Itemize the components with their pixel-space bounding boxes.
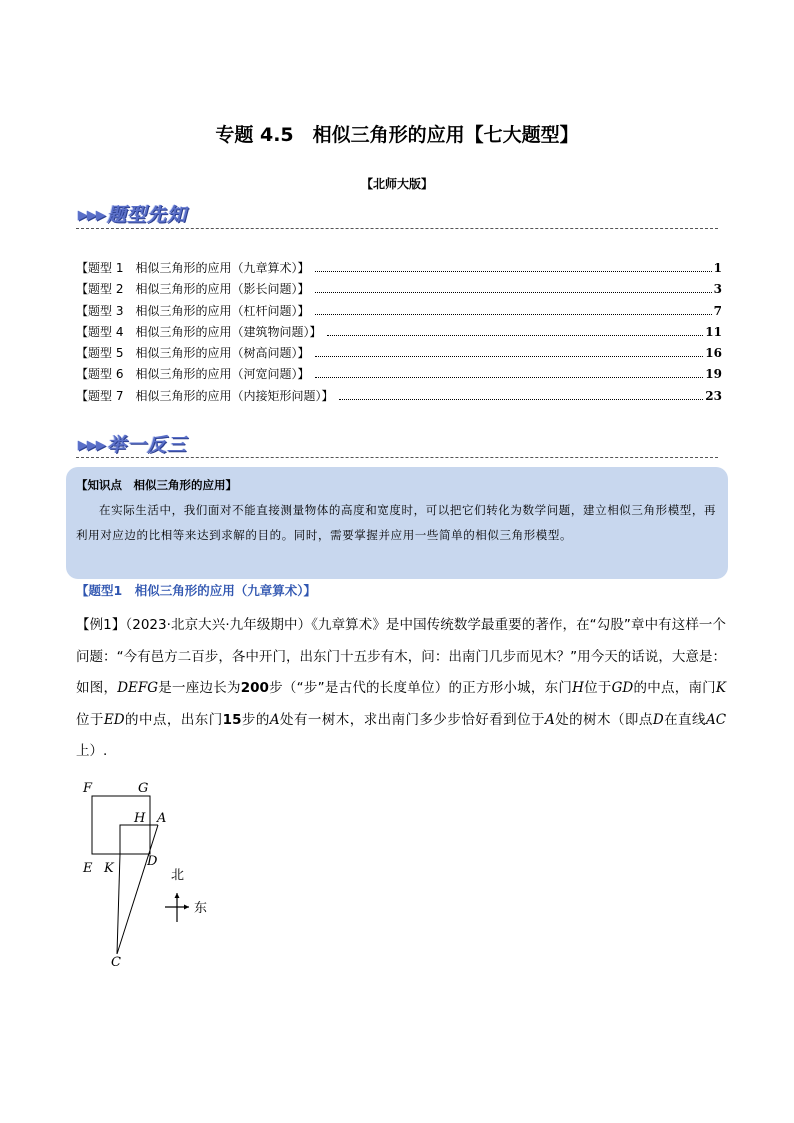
math-var: AC: [705, 711, 727, 728]
toc-item-page: 11: [705, 324, 722, 339]
example-text: 位于: [583, 680, 612, 696]
toc-item-label: 【题型 3 相似三角形的应用（杠杆问题）】: [76, 303, 310, 318]
section-heading: 【题型1 相似三角形的应用（九章算术）】: [76, 583, 316, 598]
math-var: A: [545, 711, 555, 728]
toc-item-label: 【题型 6 相似三角形的应用（河宽问题）】: [76, 367, 310, 382]
toc-leader-dots: [315, 292, 711, 293]
toc-item-page: 7: [713, 303, 722, 318]
math-var: DEFG: [117, 680, 159, 696]
example-text: 的中点，出东门: [124, 711, 223, 728]
knowledge-heading: 【知识点 相似三角形的应用】: [76, 478, 237, 492]
point-label-e: E: [83, 861, 93, 876]
toc-item-page: 23: [705, 388, 722, 403]
toc-item-label: 【题型 1 相似三角形的应用（九章算术）】: [76, 261, 310, 275]
divider: [76, 228, 718, 229]
toc-item[interactable]: [76, 302, 722, 323]
example-text: 的中点，南门: [633, 680, 716, 696]
math-var: A: [269, 711, 280, 728]
edition-label: 【北师大版】: [360, 177, 433, 191]
point-label-d: D: [147, 854, 158, 869]
point-label-a: A: [157, 811, 167, 826]
banner-toc: [78, 200, 187, 227]
point-label-g: G: [138, 781, 149, 796]
example-1: [76, 610, 726, 768]
example-text: 步（“步”是古代的长度单位）的正方形小城，东门: [268, 680, 573, 696]
example-tag: 【例1】: [76, 617, 126, 633]
point-label-k: K: [104, 861, 114, 876]
toc-item[interactable]: [76, 387, 722, 408]
toc-leader-dots: [315, 377, 703, 378]
example-source: （2023·北京大兴·九年级期中）: [125, 617, 312, 633]
toc-item[interactable]: [76, 280, 722, 301]
page-title: 专题 4.5 相似三角形的应用【七大题型】: [215, 124, 579, 146]
banner-toc-label: 题型先知: [107, 204, 188, 226]
example-text: 《九章算术》是中国传统数学最重要的著作，在“勾股”章中有这样一个问题：“今有邑方二百步，各中开门，出东门十五步有木，问：出南门几步而见木？”用今天的话说，大意是：如图，: [76, 617, 726, 696]
banner-practice-label: 举一反三: [107, 434, 188, 456]
compass-icon: [165, 893, 189, 922]
table-of-contents: [76, 259, 722, 408]
toc-item-page: 1: [713, 261, 722, 275]
toc-leader-dots: [327, 335, 703, 336]
toc-item-label: 【题型 2 相似三角形的应用（影长问题）】: [76, 282, 310, 297]
toc-item-page: 19: [705, 367, 722, 382]
point-label-c: C: [111, 955, 121, 970]
example-text: 在直线: [663, 711, 706, 728]
example-text: 步的: [241, 711, 270, 728]
inner-square: [120, 825, 150, 854]
toc-leader-dots: [315, 271, 711, 272]
toc-leader-dots: [315, 356, 703, 357]
arrows-icon: ▶▶▶: [78, 438, 105, 453]
toc-item-label: 【题型 5 相似三角形的应用（树高问题）】: [76, 346, 310, 361]
toc-item-label: 【题型 7 相似三角形的应用（内接矩形问题）】: [76, 388, 334, 403]
toc-item-label: 【题型 4 相似三角形的应用（建筑物问题）】: [76, 324, 322, 339]
example-text: 处的树木（即点: [554, 711, 653, 728]
knowledge-box: [66, 467, 728, 579]
compass-north-label: 北: [171, 868, 185, 883]
math-num: 15: [222, 711, 242, 728]
knowledge-body: 在实际生活中，我们面对不能直接测量物体的高度和宽度时，可以把它们转化为数学问题，建立相似三角形模型，再利用对应边的比相等来达到求解的目的。同时，需要掌握并应用一些简单的相似三角形模型。: [76, 503, 717, 542]
segment-ac: [117, 825, 158, 954]
divider: [76, 457, 718, 458]
segment-kc: [117, 854, 120, 954]
point-label-f: F: [83, 781, 93, 796]
toc-item[interactable]: [76, 365, 722, 386]
math-var: K: [715, 680, 727, 696]
toc-item-page: 3: [713, 282, 722, 297]
toc-item[interactable]: [76, 259, 722, 280]
toc-item[interactable]: [76, 344, 722, 365]
toc-item-page: 16: [705, 346, 722, 361]
banner-practice: [78, 430, 187, 457]
arrows-icon: ▶▶▶: [78, 208, 105, 223]
toc-leader-dots: [315, 314, 711, 315]
example-text: 是一座边长为: [158, 680, 241, 696]
example-text: 处有一树木，求出南门多少步恰好看到位于: [279, 711, 545, 728]
math-var: ED: [103, 711, 125, 728]
toc-leader-dots: [339, 399, 703, 400]
example-text: 上）.: [76, 743, 108, 759]
math-var: D: [652, 711, 664, 728]
math-num: 200: [240, 680, 269, 696]
toc-item[interactable]: [76, 323, 722, 344]
compass-east-label: 东: [194, 901, 208, 916]
math-var: H: [572, 680, 584, 696]
math-var: GD: [611, 680, 634, 696]
point-label-h: H: [134, 811, 146, 826]
geometry-figure: [80, 776, 230, 971]
example-text: 位于: [76, 711, 104, 728]
